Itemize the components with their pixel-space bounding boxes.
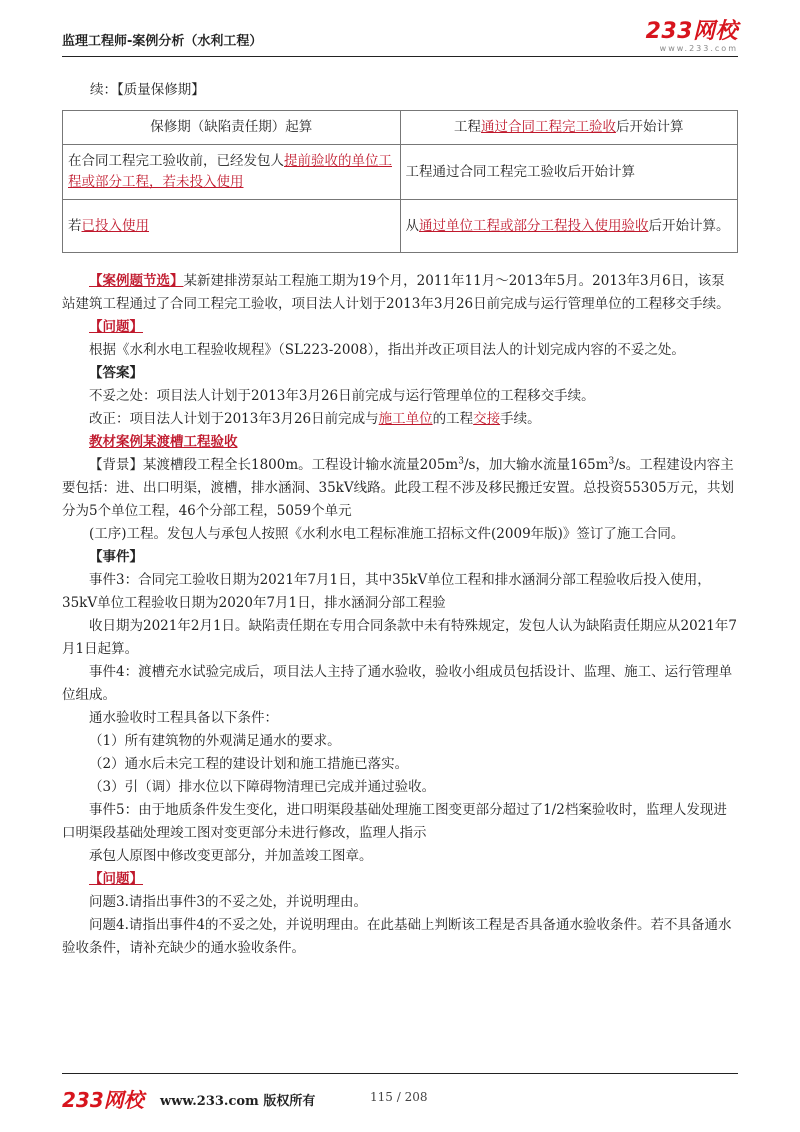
case-excerpt-text: 某新建排涝泵站工程施工期为19个月，2011年11月～2013年5月。2013年3月6日，该泵站建筑工程通过了合同工程完工验收，项目法人计划于2013年3月26日前完成与运行管理单位的工程移交手续。	[62, 273, 730, 312]
question-4: 问题4.请指出事件4的不妥之处，并说明理由。在此基础上判断该工程是否具备通水验收条件。若不具备通水验收条件，请补充缺少的通水验收条件。	[62, 917, 732, 956]
logo-url: www.233.com	[659, 44, 738, 53]
event-heading: 【事件】	[89, 549, 143, 565]
table-cell	[63, 200, 401, 253]
footer-logo: 233网校	[62, 1088, 144, 1112]
highlight-construction-unit: 施工单位	[378, 411, 433, 427]
event-3: 事件3：合同完工验收日期为2021年7月1日，其中35kV单位工程和排水涵洞分部工程验收后投入使用，35kV单位工程验收日期为2020年7月1日，排水涵洞分部工程验	[62, 572, 711, 611]
answer-text: 不妥之处：项目法人计划于2013年3月26日前完成与运行管理单位的工程移交手续。	[89, 388, 595, 404]
page-number: 115 / 208	[370, 1090, 428, 1104]
case-excerpt-label: 【案例题节选】	[89, 273, 184, 289]
cell-text: 后开始计算。	[648, 217, 730, 234]
case-excerpt-paragraph	[62, 270, 738, 316]
textbook-case-title	[62, 431, 738, 454]
cell-highlight: 通过合同工程完工验收	[481, 119, 616, 135]
header-divider	[62, 56, 738, 57]
event-4-conditions-intro: 通水验收时工程具备以下条件：	[89, 710, 278, 726]
question-3: 问题3.请指出事件3的不妥之处，并说明理由。	[89, 894, 367, 910]
logo-text: 233网校	[645, 19, 738, 44]
question-label: 【问题】	[89, 319, 143, 335]
case-title-text: 教材案例某渡槽工程验收	[89, 434, 238, 450]
cell-highlight: 提前验收的单位工程或部分工程，若未投入使用	[68, 153, 392, 190]
condition-3: （3）引（调）排水位以下障碍物清理已完成并通过验收。	[89, 779, 436, 795]
text-span: 【背景】某渡槽段工程全长1800m。工程设计输水流量205m	[89, 457, 459, 473]
cell-text: 从	[405, 217, 419, 234]
event-5-continued: 承包人原图中修改变更部分，并加盖竣工图章。	[89, 848, 373, 864]
text-span: 的工程	[432, 411, 474, 427]
table-row	[63, 111, 738, 145]
table-cell	[63, 111, 401, 145]
answer-heading: 【答案】	[89, 365, 143, 381]
event-3-continued: 收日期为2021年2月1日。缺陷责任期在专用合同条款中未有特殊规定，发包人认为缺陷责任期应从2021年7月1日起算。	[62, 618, 737, 657]
table-cell	[400, 200, 738, 253]
question-label-2: 【问题】	[89, 871, 143, 887]
text-span: /s，加大输水流量165m	[463, 457, 609, 473]
warranty-table	[62, 110, 738, 253]
question-text: 根据《水利水电工程验收规程》（SL223-2008），指出并改正项目法人的计划完成内容的不妥之处。	[89, 342, 685, 358]
cell-text: 工程	[454, 119, 481, 135]
cell-highlight: 已投入使用	[81, 217, 149, 234]
section-continue-label: 续：【质量保修期】	[90, 82, 205, 98]
highlight-handover: 交接	[473, 411, 501, 427]
superscript: 3	[608, 456, 615, 467]
cell-highlight: 通过单位工程或部分工程投入使用验收	[419, 217, 649, 234]
text-span: /s。工程建设内容主要包括：进、出口明渠，渡槽，排水涵洞、35kV线路。此段工程不涉及移民搬迁安置。总投资55305万元，共划分为5个单位工程，46个分部工程，5059个单元	[62, 457, 735, 519]
cell-text: 保修期（缺陷责任期）起算	[150, 119, 313, 135]
question-heading-2	[62, 868, 738, 891]
table-cell	[400, 145, 738, 200]
background-paragraph	[62, 454, 738, 523]
main-content	[62, 270, 738, 960]
footer-divider	[62, 1073, 738, 1074]
text-span: 改正：项目法人计划于2013年3月26日前完成与	[89, 411, 379, 427]
correction-text	[62, 408, 738, 431]
event-4: 事件4：渡槽充水试验完成后，项目法人主持了通水验收，验收小组成员包括设计、监理、施工、运行管理单位组成。	[62, 664, 733, 703]
superscript: 3	[458, 456, 464, 467]
text-span: 手续。	[500, 411, 541, 427]
event-5: 事件5：由于地质条件发生变化，进口明渠段基础处理施工图变更部分超过了1/2档案验收时，监理人发现进口明渠段基础处理竣工图对变更部分未进行修改，监理人指示	[62, 802, 727, 841]
background-paragraph-2: (工序)工程。发包人与承包人按照《水利水电工程标准施工招标文件(2009年版)》签订了施工合同。	[89, 526, 685, 542]
brand-logo	[646, 20, 738, 53]
document-title: 监理工程师-案例分析（水利工程）	[62, 34, 263, 49]
table-row	[63, 200, 738, 253]
cell-text: 若	[68, 217, 82, 234]
table-cell	[63, 145, 401, 200]
table-row	[63, 145, 738, 200]
cell-text: 在合同工程完工验收前，已经发包人	[68, 153, 284, 169]
question-heading	[62, 316, 738, 339]
footer-copyright: www.233.com 版权所有	[160, 1094, 316, 1109]
table-cell	[400, 111, 738, 145]
page-header	[62, 20, 738, 56]
cell-text: 工程通过合同工程完工验收后开始计算	[405, 163, 635, 180]
condition-2: （2）通水后未完工程的建设计划和施工措施已落实。	[89, 756, 409, 772]
condition-1: （1）所有建筑物的外观满足通水的要求。	[89, 733, 341, 749]
cell-text: 后开始计算	[616, 119, 684, 135]
